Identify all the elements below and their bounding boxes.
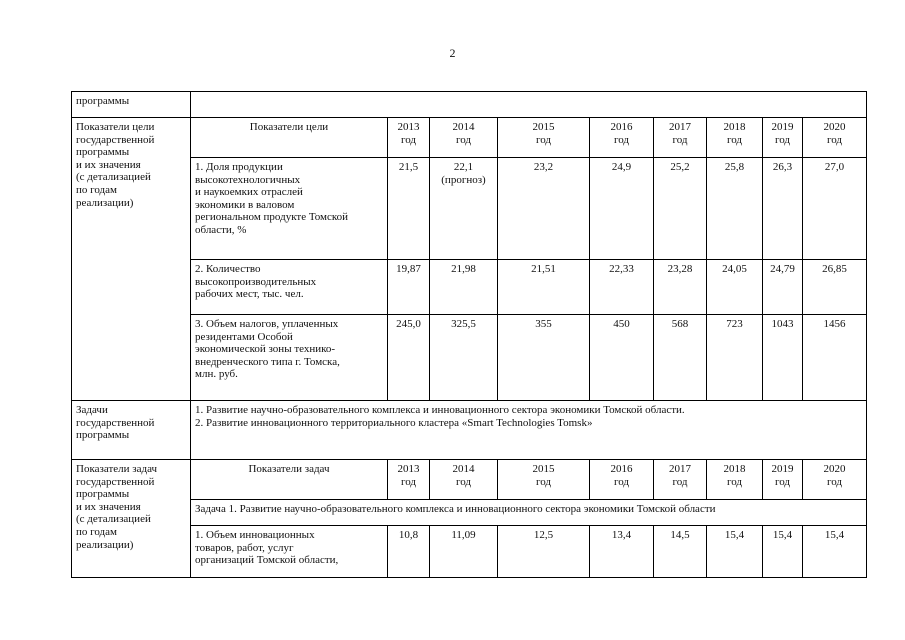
page-number: 2 (449, 46, 456, 60)
task-indicators-label: Показатели задач государственной программы и их значения (с детализацией по годам реализации) (72, 460, 191, 578)
task-year-header: 2018 год (707, 460, 763, 500)
task-year-header: 2015 год (498, 460, 590, 500)
goal-year-header: 2013 год (388, 118, 430, 158)
program-passport-table (71, 91, 867, 578)
goal-indicator-row (72, 260, 867, 315)
tasks-label: Задачи государственной программы (72, 401, 191, 460)
goal-indicator-name: 3. Объем налогов, уплаченных резидентами Особой экономической зоны технико- внедренческого типа г. Томска, млн. руб. (191, 315, 388, 401)
goal-indicator-value: 21,98 (430, 260, 498, 315)
goal-year-header: 2015 год (498, 118, 590, 158)
task-indicator-row (72, 526, 867, 578)
task-indicator-name: 1. Объем инновационных товаров, работ, услуг организаций Томской области, (191, 526, 388, 578)
goal-indicator-value: 568 (654, 315, 707, 401)
goal-indicator-value: 24,05 (707, 260, 763, 315)
goal-indicator-value: 25,8 (707, 158, 763, 260)
goal-indicator-value: 27,0 (803, 158, 867, 260)
goal-indicator-value: 25,2 (654, 158, 707, 260)
task-year-header: 2020 год (803, 460, 867, 500)
goal-indicator-value: 23,28 (654, 260, 707, 315)
goal-indicator-value: 26,3 (763, 158, 803, 260)
task-indicator-value: 12,5 (498, 526, 590, 578)
goal-indicator-name: 1. Доля продукции высокотехнологичных и наукоемких отраслей экономики в валовом региональном продукте Томской области, % (191, 158, 388, 260)
task-year-header: 2019 год (763, 460, 803, 500)
task-item: 1. Развитие научно-образовательного комплекса и инновационного сектора экономики Томской области. (195, 404, 685, 416)
task-item: 2. Развитие инновационного территориального кластера «Smart Technologies Tomsk» (195, 416, 593, 429)
task-indicator-value: 10,8 (388, 526, 430, 578)
task-year-header: 2013 год (388, 460, 430, 500)
goal-indicator-value: 325,5 (430, 315, 498, 401)
programs-value-cell (191, 92, 867, 118)
goal-indicator-value: 1456 (803, 315, 867, 401)
task-indicator-value: 13,4 (590, 526, 654, 578)
task-year-header: 2017 год (654, 460, 707, 500)
goal-indicators-label: Показатели цели государственной программы и их значения (с детализацией по годам реализации) (72, 118, 191, 401)
goal-indicator-value: 22,33 (590, 260, 654, 315)
programs-label: программы (72, 92, 191, 118)
task-indicator-value: 15,4 (763, 526, 803, 578)
task-indicator-value: 15,4 (803, 526, 867, 578)
task-indicators-header: Показатели задач (191, 460, 388, 500)
goal-indicator-value: 21,51 (498, 260, 590, 315)
goal-indicator-value: 21,5 (388, 158, 430, 260)
goal-indicator-value: 24,79 (763, 260, 803, 315)
goal-year-header: 2016 год (590, 118, 654, 158)
task-indicator-value: 14,5 (654, 526, 707, 578)
goal-year-header: 2019 год (763, 118, 803, 158)
goal-indicator-value: 22,1 (прогноз) (430, 158, 498, 260)
goal-year-header: 2018 год (707, 118, 763, 158)
goal-indicator-value: 245,0 (388, 315, 430, 401)
goal-indicator-value: 24,9 (590, 158, 654, 260)
goal-indicators-header: Показатели цели (191, 118, 388, 158)
goal-indicator-row (72, 315, 867, 401)
task-year-header: 2014 год (430, 460, 498, 500)
task-year-header: 2016 год (590, 460, 654, 500)
goal-indicator-name: 2. Количество высокопроизводительных рабочих мест, тыс. чел. (191, 260, 388, 315)
goal-year-header: 2017 год (654, 118, 707, 158)
goal-indicator-value: 19,87 (388, 260, 430, 315)
goal-indicator-value: 355 (498, 315, 590, 401)
goal-year-header: 2014 год (430, 118, 498, 158)
task-indicator-value: 11,09 (430, 526, 498, 578)
goal-indicator-value: 26,85 (803, 260, 867, 315)
goal-indicator-value: 723 (707, 315, 763, 401)
goal-indicator-row (72, 158, 867, 260)
goal-indicator-value: 23,2 (498, 158, 590, 260)
goal-indicator-value: 450 (590, 315, 654, 401)
task-indicator-value: 15,4 (707, 526, 763, 578)
goal-indicator-value: 1043 (763, 315, 803, 401)
goal-year-header: 2020 год (803, 118, 867, 158)
tasks-list (191, 401, 867, 460)
task1-title: Задача 1. Развитие научно-образовательного комплекса и инновационного сектора экономики Томской области (191, 500, 867, 526)
